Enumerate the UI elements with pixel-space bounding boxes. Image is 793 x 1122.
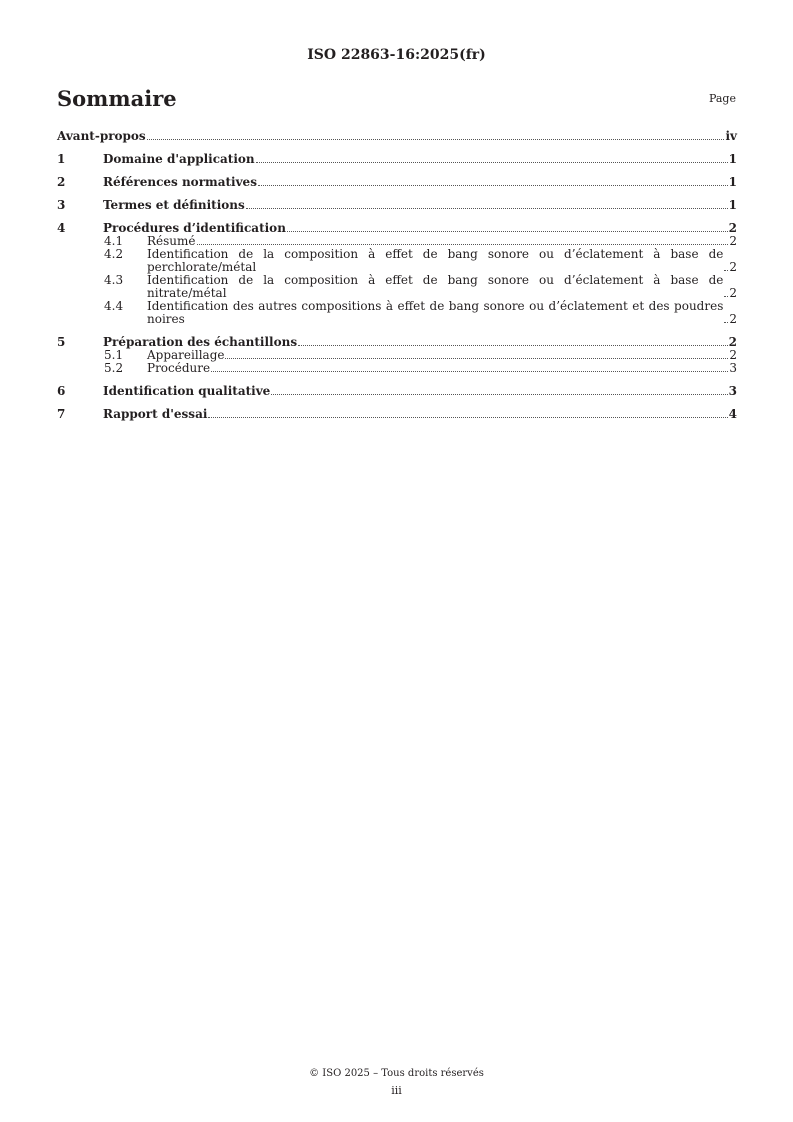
page-column-label: Page (708, 92, 736, 105)
footer-copyright: © ISO 2025 – Tous droits réservés (309, 1068, 484, 1079)
toc-entry-page: 1 (728, 152, 737, 166)
toc-entry-page: 2 (729, 286, 737, 300)
toc-dot-leader (211, 371, 728, 372)
footer-page-number: iii (391, 1084, 402, 1097)
toc-entry-title: Procédures d’identification (103, 221, 286, 235)
toc-title: Sommaire (57, 86, 177, 111)
toc-entry-page: 3 (729, 361, 737, 375)
toc-entry[interactable] (57, 248, 737, 274)
toc-entry-title: Rapport d'essai (103, 407, 208, 421)
toc-entry-page: 1 (728, 175, 737, 189)
toc-entry-number: 4.1 (104, 234, 124, 248)
toc-entry-page: 2 (729, 260, 737, 274)
toc-entry[interactable] (57, 408, 737, 421)
toc-entry-title: Identification des autres compositions à effet de bang sonore ou d’éclatement et des poudres noires (147, 299, 724, 326)
toc-entry-title: Avant-propos (57, 129, 146, 143)
toc-entry-page: 2 (729, 234, 737, 248)
toc-entry-page: 3 (728, 384, 737, 398)
toc-entry-number: 4 (57, 221, 66, 235)
toc-entry[interactable] (57, 199, 737, 212)
toc-dot-leader (256, 162, 728, 163)
toc-entry-number: 1 (57, 152, 66, 166)
toc-entry-number: 4.4 (104, 299, 124, 313)
toc-entry-page: iv (725, 129, 737, 143)
toc-entry-page: 2 (729, 348, 737, 362)
toc-entry-page: 1 (728, 198, 737, 212)
toc-dot-leader (724, 270, 728, 271)
toc-entry-title: Identification de la composition à effet de bang sonore ou d’éclatement à base de nitrate/métal (147, 273, 724, 300)
toc-entry-number: 5 (57, 335, 66, 349)
toc-entry-title: Appareillage (147, 348, 225, 362)
toc-entry-page: 2 (729, 312, 737, 326)
table-of-contents (57, 130, 737, 421)
toc-entry-page: 2 (728, 335, 737, 349)
toc-entry[interactable] (57, 385, 737, 398)
toc-entry-number: 7 (57, 407, 66, 421)
toc-entry-title: Préparation des échantillons (103, 335, 298, 349)
toc-entry[interactable] (57, 300, 737, 326)
toc-entry-page: 2 (728, 221, 737, 235)
toc-entry[interactable] (57, 130, 737, 143)
toc-entry-number: 5.1 (104, 348, 124, 362)
toc-entry[interactable] (57, 362, 737, 375)
toc-dot-leader (208, 417, 727, 418)
toc-dot-leader (225, 358, 728, 359)
toc-entry-number: 5.2 (104, 361, 124, 375)
toc-dot-leader (724, 322, 728, 323)
toc-entry-title: Procédure (147, 361, 211, 375)
toc-dot-leader (246, 208, 728, 209)
toc-entry-title: Références normatives (103, 175, 257, 189)
toc-entry-title: Termes et définitions (103, 198, 245, 212)
toc-entry-number: 6 (57, 384, 66, 398)
toc-entry-number: 2 (57, 175, 66, 189)
toc-dot-leader (287, 231, 728, 232)
toc-entry-number: 4.3 (104, 273, 124, 287)
toc-entry[interactable] (57, 153, 737, 166)
toc-dot-leader (197, 244, 729, 245)
toc-dot-leader (271, 394, 727, 395)
toc-entry-number: 4.2 (104, 247, 124, 261)
toc-entry[interactable] (57, 176, 737, 189)
toc-entry-title: Résumé (147, 234, 196, 248)
toc-entry-title: Domaine d'application (103, 152, 255, 166)
toc-entry-page: 4 (728, 407, 737, 421)
toc-entry[interactable] (57, 274, 737, 300)
toc-dot-leader (298, 345, 728, 346)
toc-dot-leader (258, 185, 728, 186)
document-id: ISO 22863-16:2025(fr) (307, 47, 486, 63)
toc-entry-title: Identification de la composition à effet de bang sonore ou d’éclatement à base de perchlorate/métal (147, 247, 724, 274)
toc-entry-number: 3 (57, 198, 66, 212)
toc-entry-title: Identification qualitative (103, 384, 271, 398)
toc-dot-leader (147, 139, 725, 140)
toc-dot-leader (724, 296, 728, 297)
